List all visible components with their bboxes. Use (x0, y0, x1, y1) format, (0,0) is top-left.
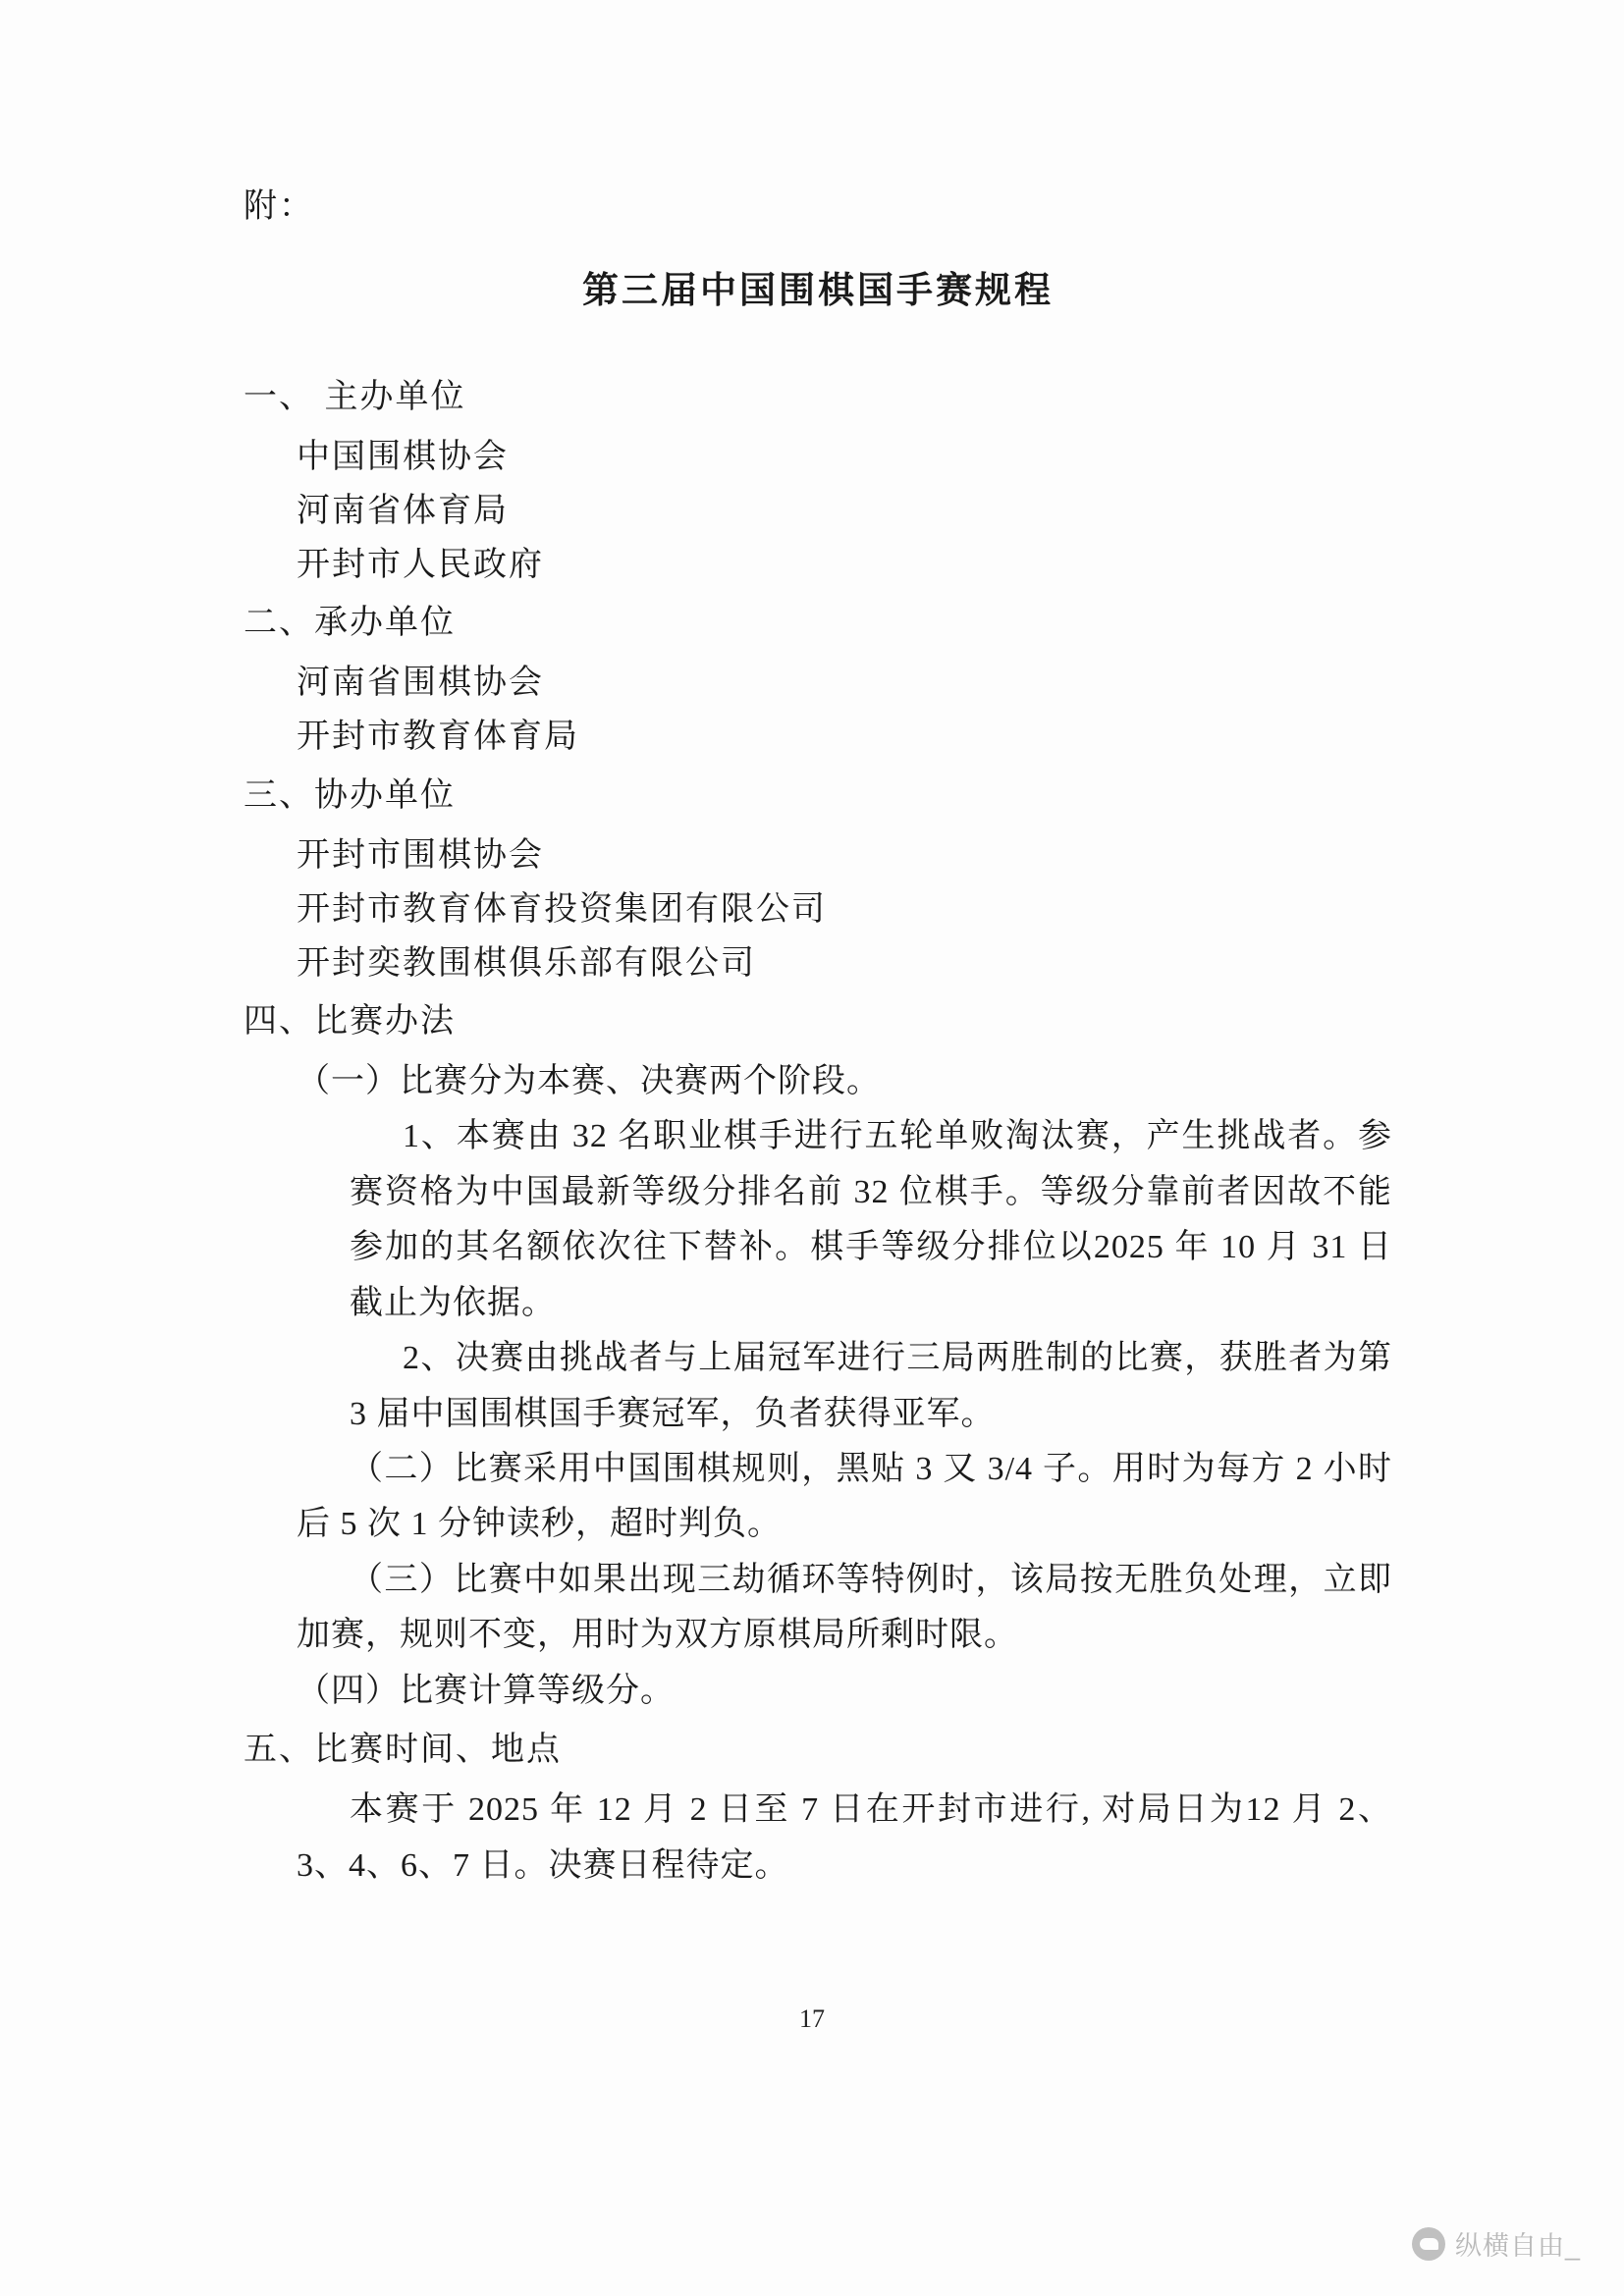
section-heading-hosts: 二、承办单位 (244, 605, 456, 642)
rule-item-2: （二）比赛采用中国围棋规则，黑贴 3 又 3/4 子。用时为每方 2 小时后 5 次 1 分钟读秒，超时判负。 (297, 1451, 1392, 1543)
coorganizer-item: 开封市教育体育投资集团有限公司 (297, 890, 827, 928)
rule-item-4: （四）比赛计算等级分。 (297, 1672, 675, 1709)
watermark (1412, 2224, 1581, 2263)
organizer-item: 河南省体育局 (297, 493, 509, 530)
rule-item-3: （三）比赛中如果出现三劫循环等特例时，该局按无胜负处理，立即加赛，规则不变，用时为双方原棋局所剩时限。 (297, 1561, 1392, 1654)
section-heading-organizers: 一、 主办单位 (244, 379, 466, 415)
section-heading-coorganizers: 三、协办单位 (244, 776, 456, 814)
section-heading-schedule: 五、比赛时间、地点 (244, 1732, 562, 1769)
weibo-icon (1412, 2227, 1445, 2261)
section-heading-competition-rules: 四、比赛办法 (244, 1002, 456, 1040)
rule-item-1-1: 1、本赛由 32 名职业棋手进行五轮单败淘汰赛，产生挑战者。参赛资格为中国最新等级分排名前 32 位棋手。等级分靠前者因故不能参加的其名额依次往下替补。棋手等级分排位以2025 年 10 月 31 日截止为依据。 (350, 1118, 1392, 1321)
page-title: 第三届中国围棋国手赛规程 (582, 271, 1054, 311)
schedule-text: 本赛于 2025 年 12 月 2 日至 7 日在开封市进行, 对局日为12 月 2、3、4、6、7 日。决赛日程待定。 (297, 1791, 1392, 1884)
host-item: 河南省围棋协会 (297, 665, 544, 702)
organizer-item: 中国围棋协会 (297, 439, 509, 476)
rule-item-1: （一）比赛分为本赛、决赛两个阶段。 (297, 1062, 881, 1099)
coorganizer-item: 开封市围棋协会 (297, 836, 544, 874)
coorganizer-item: 开封奕教围棋俱乐部有限公司 (297, 944, 756, 982)
host-item: 开封市教育体育局 (297, 719, 579, 756)
organizer-item: 开封市人民政府 (297, 547, 544, 584)
page-number: 17 (799, 2004, 825, 2033)
rule-item-1-2: 2、决赛由挑战者与上届冠军进行三局两胜制的比赛，获胜者为第 3 届中国围棋国手赛冠军，负者获得亚军。 (350, 1340, 1392, 1432)
watermark-label: 纵横自由_ (1454, 2231, 1581, 2261)
document-body (244, 179, 1392, 1894)
attachment-prefix: 附： (244, 188, 314, 225)
